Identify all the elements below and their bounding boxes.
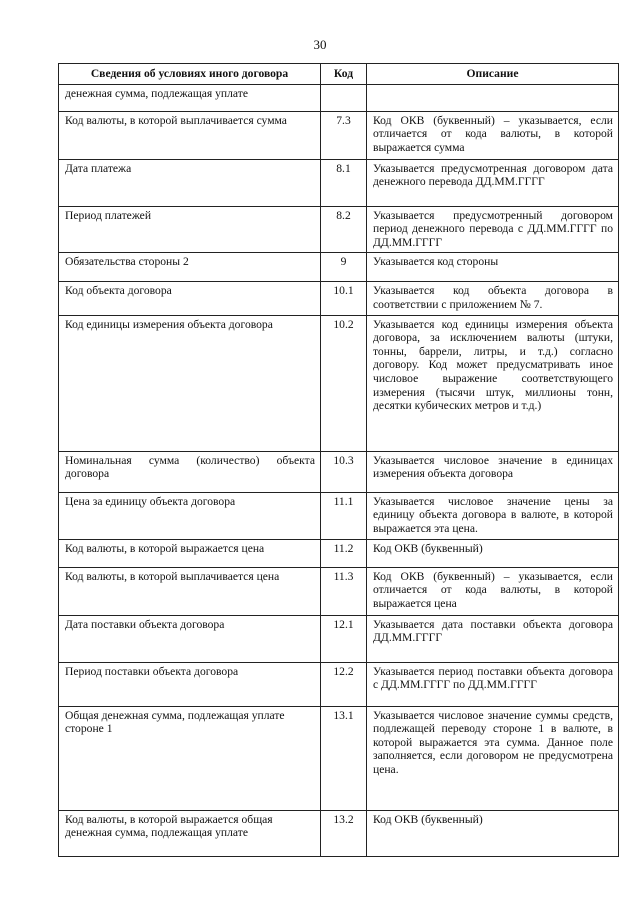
table-row xyxy=(59,159,619,206)
row-description: Код ОКВ (буквенный) xyxy=(367,539,619,567)
table-row xyxy=(59,282,619,315)
row-name: Код валюты, в которой выплачивается сумма xyxy=(59,111,321,159)
row-description: Указывается числовое значение в единицах измерения объекта договора xyxy=(367,451,619,492)
row-code: 11.3 xyxy=(321,567,367,615)
row-code: 12.2 xyxy=(321,662,367,706)
row-code: 7.3 xyxy=(321,111,367,159)
row-description: Код ОКВ (буквенный) – указывается, если отличается от кода валюты, в которой выражается сумма xyxy=(367,111,619,159)
row-code: 13.2 xyxy=(321,810,367,856)
table-row xyxy=(59,810,619,856)
table-row xyxy=(59,111,619,159)
row-description: Указывается числовое значение цены за единицу объекта договора в валюте, в которой выражается эта цена. xyxy=(367,492,619,539)
table-row xyxy=(59,84,619,111)
row-description: Указывается код объекта договора в соответствии с приложением № 7. xyxy=(367,282,619,315)
header-conditions: Сведения об условиях иного договора xyxy=(59,64,321,85)
table-row xyxy=(59,451,619,492)
row-description: Указывается предусмотренная договором дата денежного перевода ДД.ММ.ГГГГ xyxy=(367,159,619,206)
row-description: Указывается период поставки объекта договора с ДД.ММ.ГГГГ по ДД.ММ.ГГГГ xyxy=(367,662,619,706)
row-name: Период платежей xyxy=(59,206,321,253)
row-description: Указывается числовое значение суммы средств, подлежащей переводу стороне 1 в валюте, в которой выражается эта сумма. Данное поле заполняется, если договором не предусмотрена цена. xyxy=(367,706,619,810)
page-number: 30 xyxy=(313,37,327,52)
row-code: 8.1 xyxy=(321,159,367,206)
row-name: Дата поставки объекта договора xyxy=(59,615,321,662)
row-description: Код ОКВ (буквенный) – указывается, если отличается от кода валюты, в которой выражается цена xyxy=(367,567,619,615)
table-row xyxy=(59,662,619,706)
table-row xyxy=(59,253,619,282)
row-description: Указывается код стороны xyxy=(367,253,619,282)
row-description: Указывается код единицы измерения объекта договора, за исключением валюты (штуки, тонны, баррели, литры, и т.д.) согласно договору. Код может предусматривать иное числовое выражение соответствующего измерения (тысячи штук, миллионы тонн, десятки кубических метров и т.д.) xyxy=(367,315,619,451)
row-code xyxy=(321,84,367,111)
row-code: 11.2 xyxy=(321,539,367,567)
row-name: Код единицы измерения объекта договора xyxy=(59,315,321,451)
row-name: Код валюты, в которой выражается общая денежная сумма, подлежащая уплате xyxy=(59,810,321,856)
row-code: 8.2 xyxy=(321,206,367,253)
table-row xyxy=(59,567,619,615)
row-description: Код ОКВ (буквенный) xyxy=(367,810,619,856)
row-name: Код валюты, в которой выплачивается цена xyxy=(59,567,321,615)
table-row xyxy=(59,315,619,451)
row-code: 10.1 xyxy=(321,282,367,315)
row-name: Дата платежа xyxy=(59,159,321,206)
table-row xyxy=(59,706,619,810)
row-description: Указывается дата поставки объекта договора ДД.ММ.ГГГГ xyxy=(367,615,619,662)
row-description xyxy=(367,84,619,111)
row-name: Код объекта договора xyxy=(59,282,321,315)
row-code: 11.1 xyxy=(321,492,367,539)
table-row xyxy=(59,539,619,567)
row-code: 12.1 xyxy=(321,615,367,662)
row-name: Период поставки объекта договора xyxy=(59,662,321,706)
row-name: Общая денежная сумма, подлежащая уплате стороне 1 xyxy=(59,706,321,810)
row-name: Обязательства стороны 2 xyxy=(59,253,321,282)
row-code: 9 xyxy=(321,253,367,282)
row-name: Номинальная сумма (количество) объекта договора xyxy=(59,451,321,492)
row-code: 10.3 xyxy=(321,451,367,492)
conditions-table xyxy=(58,63,619,857)
table-header-row xyxy=(59,64,619,85)
header-description: Описание xyxy=(367,64,619,85)
row-description: Указывается предусмотренный договором период денежного перевода с ДД.ММ.ГГГГ по ДД.ММ.ГГГГ xyxy=(367,206,619,253)
table-row xyxy=(59,206,619,253)
header-code: Код xyxy=(321,64,367,85)
row-name: Код валюты, в которой выражается цена xyxy=(59,539,321,567)
row-name: денежная сумма, подлежащая уплате xyxy=(59,84,321,111)
table-row xyxy=(59,492,619,539)
row-code: 10.2 xyxy=(321,315,367,451)
row-code: 13.1 xyxy=(321,706,367,810)
row-name: Цена за единицу объекта договора xyxy=(59,492,321,539)
table-row xyxy=(59,615,619,662)
